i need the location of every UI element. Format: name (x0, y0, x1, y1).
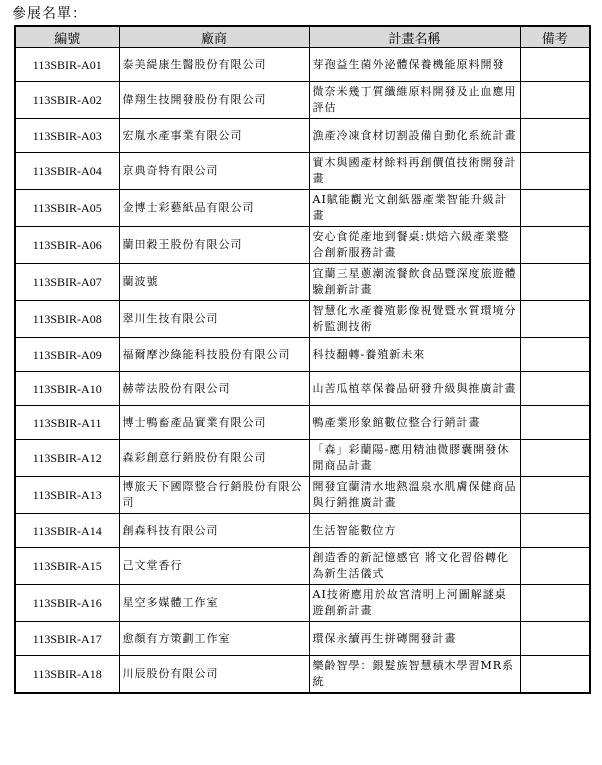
table-row (15, 548, 590, 585)
cell-note (520, 227, 590, 264)
cell-note (520, 264, 590, 301)
cell-note (520, 48, 590, 82)
cell-id: 113SBIR-A03 (15, 119, 119, 153)
cell-company: 己文堂香行 (119, 548, 309, 585)
cell-note (520, 585, 590, 622)
cell-note (520, 548, 590, 585)
cell-note (520, 372, 590, 406)
cell-company: 京典奇特有限公司 (119, 153, 309, 190)
header-project: 計畫名稱 (309, 26, 520, 48)
cell-project: 山苦瓜植萃保養品研發升級與推廣計畫 (309, 372, 520, 406)
table-row (15, 372, 590, 406)
cell-project: 「森」彩蘭陽-應用精油微膠囊開發休閒商品計畫 (309, 440, 520, 477)
cell-note (520, 406, 590, 440)
cell-company: 金博士彩藝紙品有限公司 (119, 190, 309, 227)
table-row (15, 656, 590, 694)
cell-id: 113SBIR-A10 (15, 372, 119, 406)
cell-id: 113SBIR-A07 (15, 264, 119, 301)
cell-id: 113SBIR-A16 (15, 585, 119, 622)
table-row (15, 264, 590, 301)
cell-project: 漁產冷凍食材切割設備自動化系統計畫 (309, 119, 520, 153)
table-row (15, 301, 590, 338)
cell-note (520, 622, 590, 656)
cell-note (520, 153, 590, 190)
table-row (15, 477, 590, 514)
cell-note (520, 514, 590, 548)
cell-project: AI賦能觀光文創紙器產業智能升級計畫 (309, 190, 520, 227)
cell-project: 環保永續再生拼磚開發計畫 (309, 622, 520, 656)
cell-company: 赫蒂法股份有限公司 (119, 372, 309, 406)
cell-id: 113SBIR-A18 (15, 656, 119, 694)
table-row (15, 440, 590, 477)
header-id: 編號 (15, 26, 119, 48)
cell-company: 宏胤水產事業有限公司 (119, 119, 309, 153)
table-row (15, 406, 590, 440)
cell-id: 113SBIR-A14 (15, 514, 119, 548)
cell-project: 創造香的新記憶感官 將文化習俗轉化為新生活儀式 (309, 548, 520, 585)
cell-company: 森彩創意行銷股份有限公司 (119, 440, 309, 477)
table-row (15, 227, 590, 264)
cell-id: 113SBIR-A15 (15, 548, 119, 585)
table-row (15, 153, 590, 190)
table-row (15, 514, 590, 548)
cell-note (520, 301, 590, 338)
cell-id: 113SBIR-A12 (15, 440, 119, 477)
page-title: 參展名單： (12, 6, 87, 22)
cell-id: 113SBIR-A08 (15, 301, 119, 338)
cell-note (520, 338, 590, 372)
cell-project: 芽孢益生菌外泌體保養機能原料開發 (309, 48, 520, 82)
table-body (15, 48, 590, 694)
cell-company: 翠川生技有限公司 (119, 301, 309, 338)
header-row (15, 26, 590, 48)
cell-company: 蘭波號 (119, 264, 309, 301)
cell-company: 蘭田穀王股份有限公司 (119, 227, 309, 264)
cell-project: 科技翻轉-養殖新未來 (309, 338, 520, 372)
cell-id: 113SBIR-A01 (15, 48, 119, 82)
cell-note (520, 656, 590, 694)
cell-id: 113SBIR-A09 (15, 338, 119, 372)
cell-note (520, 477, 590, 514)
cell-company: 川辰股份有限公司 (119, 656, 309, 694)
table-row (15, 338, 590, 372)
cell-company: 博士鴨畜產品實業有限公司 (119, 406, 309, 440)
cell-project: 安心食從產地到餐桌:烘焙六級產業整合創新服務計畫 (309, 227, 520, 264)
cell-id: 113SBIR-A05 (15, 190, 119, 227)
cell-project: 實木與國產材餘料再創價值技術開發計畫 (309, 153, 520, 190)
table-row (15, 622, 590, 656)
table-row (15, 48, 590, 82)
cell-company: 泰美緹康生醫股份有限公司 (119, 48, 309, 82)
cell-project: AI技術應用於故宮清明上河圖解謎桌遊創新計畫 (309, 585, 520, 622)
cell-note (520, 82, 590, 119)
cell-project: 生活智能數位方 (309, 514, 520, 548)
cell-id: 113SBIR-A06 (15, 227, 119, 264)
cell-company: 偉翔生技開發股份有限公司 (119, 82, 309, 119)
cell-project: 智慧化水產養殖影像視覺暨水質環境分析監測技術 (309, 301, 520, 338)
cell-id: 113SBIR-A04 (15, 153, 119, 190)
cell-project: 鴨產業形象館數位整合行銷計畫 (309, 406, 520, 440)
cell-note (520, 119, 590, 153)
cell-company: 福爾摩沙綠能科技股份有限公司 (119, 338, 309, 372)
cell-note (520, 190, 590, 227)
table-row (15, 585, 590, 622)
cell-id: 113SBIR-A02 (15, 82, 119, 119)
table-row (15, 190, 590, 227)
cell-id: 113SBIR-A13 (15, 477, 119, 514)
cell-id: 113SBIR-A17 (15, 622, 119, 656)
header-company: 廠商 (119, 26, 309, 48)
exhibitor-table (14, 25, 591, 694)
cell-project: 樂齡智學：銀髮族智慧積木學習MR系統 (309, 656, 520, 694)
cell-project: 微奈米幾丁質纖維原料開發及止血應用評估 (309, 82, 520, 119)
cell-company: 星空多媒體工作室 (119, 585, 309, 622)
table-row (15, 82, 590, 119)
table-row (15, 119, 590, 153)
header-note: 備考 (520, 26, 590, 48)
cell-company: 愈顏有方策劃工作室 (119, 622, 309, 656)
cell-project: 宜蘭三星蔥潮流餐飲食品暨深度旅遊體驗創新計畫 (309, 264, 520, 301)
cell-id: 113SBIR-A11 (15, 406, 119, 440)
cell-project: 開發宜蘭清水地熱溫泉水肌膚保健商品與行銷推廣計畫 (309, 477, 520, 514)
cell-note (520, 440, 590, 477)
cell-company: 博旅天下國際整合行銷股份有限公司 (119, 477, 309, 514)
cell-company: 創森科技有限公司 (119, 514, 309, 548)
